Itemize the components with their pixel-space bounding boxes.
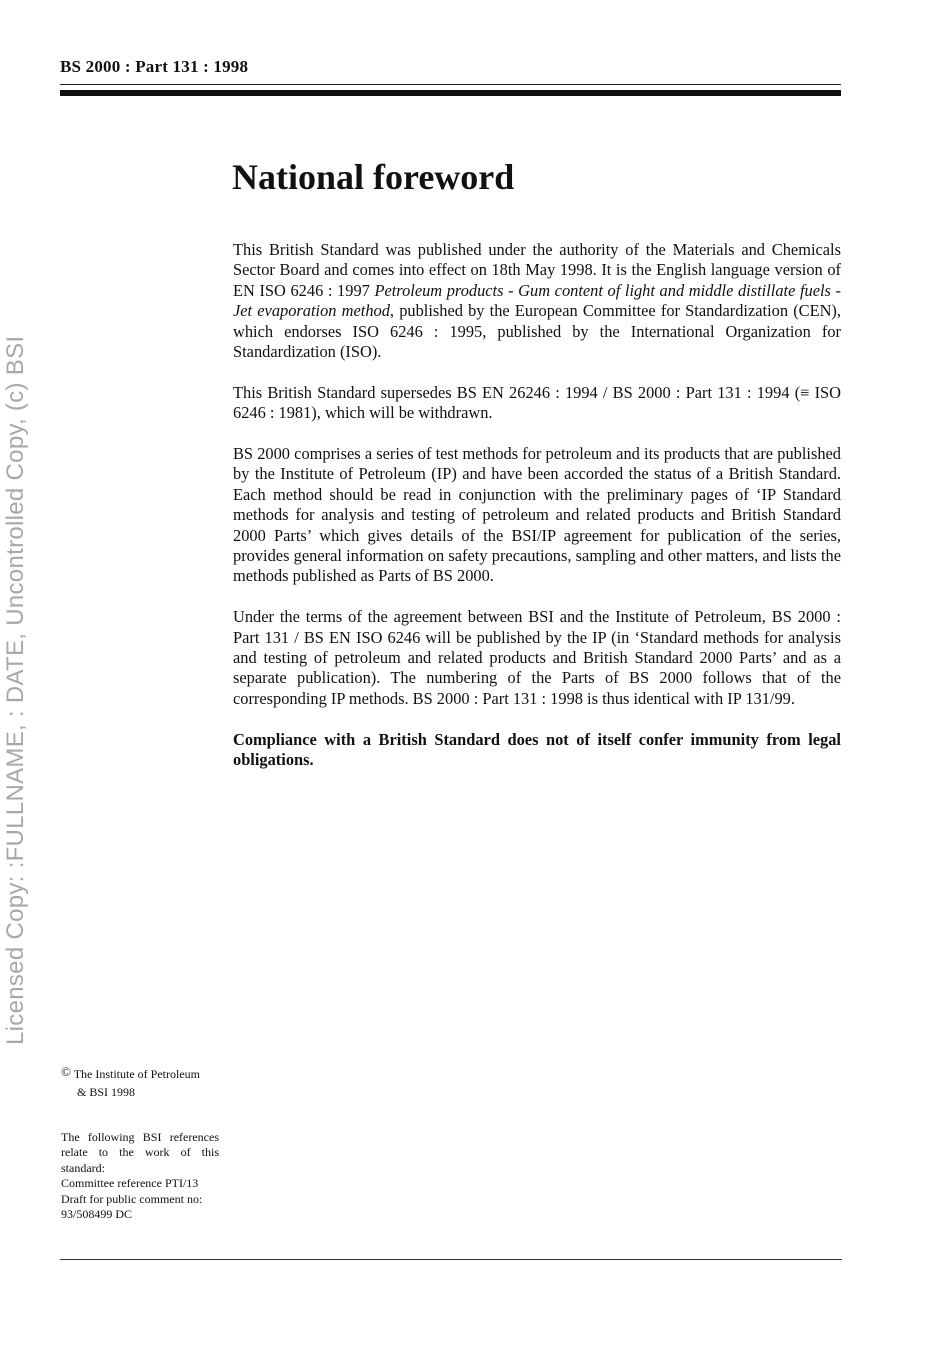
paragraph-series: BS 2000 comprises a series of test methods for petroleum and its products that are published by the Institute of Petroleum (IP) and have been accorded the status of a British Standard. Each method should be read in conjunction with the preliminary pages of ‘IP Standard methods for analysis and testing of petroleum and related products and British Standard 2000 Parts’ which gives details of the BSI/IP agreement for publication of the series, provides general information on safety precautions, sampling and other matters, and lists the methods published as Parts of BS 2000. [233, 444, 841, 586]
header-rule-thick [60, 90, 841, 96]
foreword-body [233, 240, 841, 791]
draft-label: Draft for public comment no: [61, 1191, 203, 1206]
paragraph-agreement: Under the terms of the agreement between BSI and the Institute of Petroleum, BS 2000 : Part 131 / BS EN ISO 6246 will be published by the IP (in ‘Standard methods for analysis and testing of petroleum and related products and British Standard 2000 Parts’ and as a separate publication). The numbering of the Parts of BS 2000 follows that of the corresponding IP methods. BS 2000 : Part 131 : 1998 is thus identical with IP 131/99. [233, 607, 841, 708]
draft-number: 93/508499 DC [61, 1207, 133, 1222]
paragraph-supersedes: This British Standard supersedes BS EN 26246 : 1994 / BS 2000 : Part 131 : 1994 (≡ ISO 6246 : 1981), which will be withdrawn. [233, 382, 841, 423]
document-designation: BS 2000 : Part 131 : 1998 [60, 57, 249, 76]
bsi-references [61, 1130, 219, 1222]
header-rule-thin [60, 84, 841, 85]
copyright-notice: © The Institute of Petroleum & BSI 1998 [61, 1064, 200, 1099]
references-intro: The following BSI references relate to the work of this standard: [61, 1130, 219, 1175]
copyright-icon: © [61, 1064, 71, 1079]
standard-title-italic: Petroleum products - Gum content of light and middle distillate fuels - Jet evaporation method [233, 280, 841, 321]
committee-reference: Committee reference PTI/13 [61, 1176, 199, 1191]
paragraph-publication: This British Standard was published under the authority of the Materials and Chemicals Sector Board and comes into effect on 18th May 1998. It is the English language version of EN ISO 6246 : 1997 Petroleum products - Gum content of light and middle distillate fuels - Jet evaporation method, published by the European Committee for Standardization (CEN), which endorses ISO 6246 : 1995, published by the International Organization for Standardization (ISO). [233, 240, 841, 362]
license-watermark: Licensed Copy: :FULLNAME, : DATE, Uncontrolled Copy, (c) BSI [2, 335, 29, 1045]
page-title: National foreword [232, 157, 515, 197]
footer-rule [60, 1259, 842, 1260]
paragraph-compliance: Compliance with a British Standard does not of itself confer immunity from legal obligations. [233, 729, 841, 770]
